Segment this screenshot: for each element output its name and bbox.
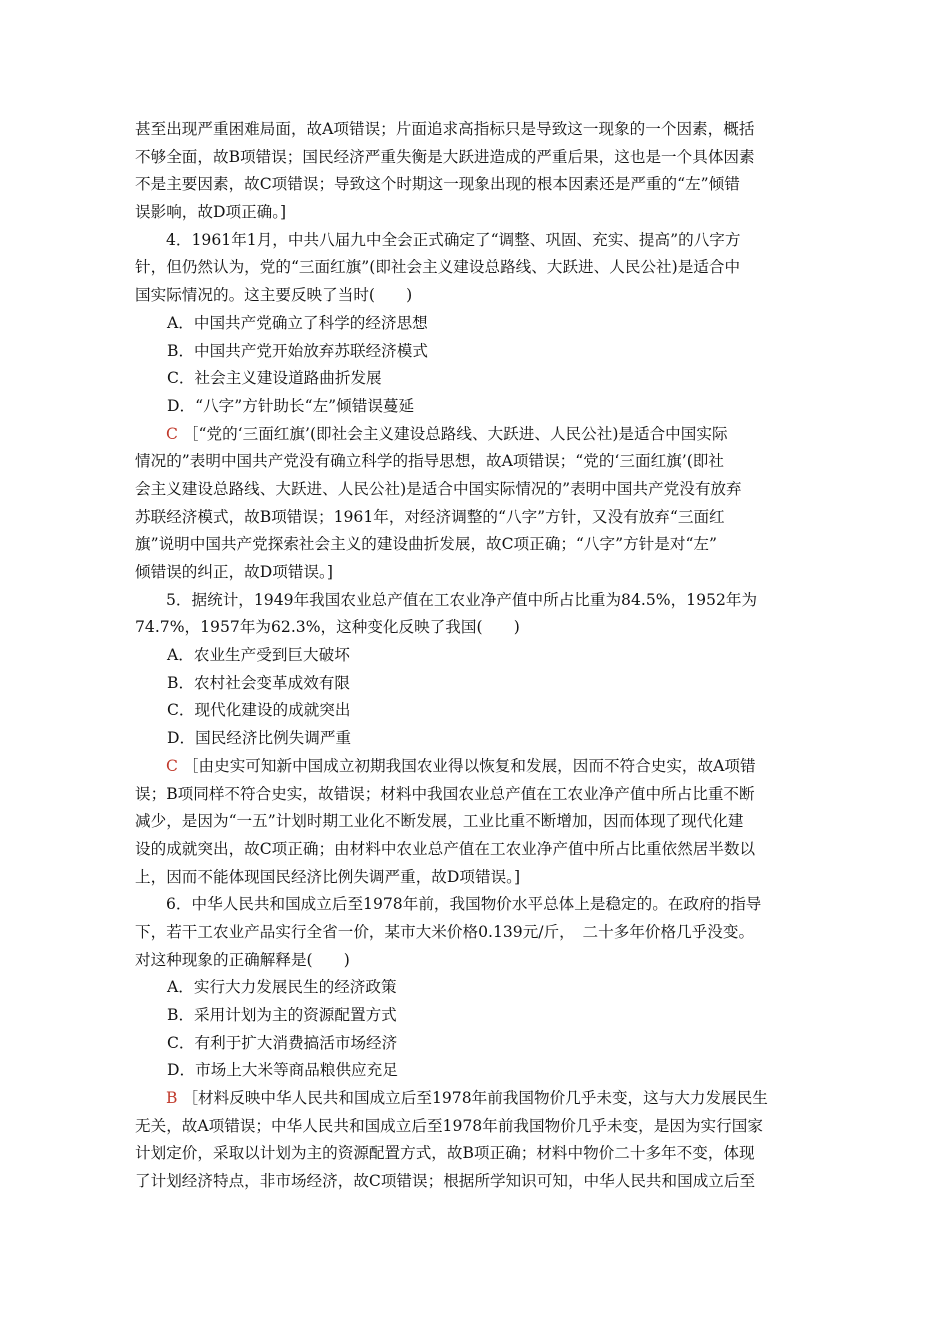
question-stem: 5．据统计，1949年我国农业总产值在工农业净产值中所占比重为84.5%，1952年为 xyxy=(166,590,758,609)
question-5 xyxy=(135,587,825,892)
option-a: A．实行大力发展民生的经济政策 xyxy=(167,978,397,997)
explanation-text: ［“党的‘三面红旗’(即社会主义建设总路线、大跃进、人民公社)是适合中国实际 xyxy=(182,424,728,443)
explanation-line: 苏联经济模式，故B项错误；1961年，对经济调整的“八字”方针，又没有放弃“三面红 xyxy=(135,507,725,526)
explanation-text: ［由史实可知新中国成立初期我国农业得以恢复和发展，因而不符合史实，故A项错 xyxy=(182,756,756,775)
question-stem: 下，若干工农业产品实行全省一价，某市大米价格0.139元/斤， 二十多年价格几乎没变。 xyxy=(135,922,755,941)
option-a: A．中国共产党确立了科学的经济思想 xyxy=(167,313,428,332)
explanation-line: 旗”说明中国共产党探索社会主义的建设曲折发展，故C项正确；“八字”方针是对“左” xyxy=(135,535,717,554)
explanation-line: 上，因而不能体现国民经济比例失调严重，故D项错误。] xyxy=(135,867,521,886)
explanation-line: 情况的”表明中国共产党没有确立科学的指导思想，故A项错误；“党的‘三面红旗’(即社 xyxy=(135,452,724,471)
option-b: B．采用计划为主的资源配置方式 xyxy=(167,1006,397,1024)
option-a: A．农业生产受到巨大破坏 xyxy=(167,646,350,665)
explanation-line: 误影响，故D项正确。] xyxy=(135,203,287,222)
question-stem: 4．1961年1月，中共八届九中全会正式确定了“调整、巩固、充实、提高”的八字方 xyxy=(166,230,741,249)
explanation-line: 了计划经济特点，非市场经济，故C项错误；根据所学知识可知，中华人民共和国成立后至 xyxy=(135,1172,756,1191)
document-body xyxy=(135,116,825,1196)
answer-explanation xyxy=(135,1085,825,1113)
explanation-line: 不够全面，故B项错误；国民经济严重失衡是大跃进造成的严重后果，这也是一个具体因素 xyxy=(135,147,755,166)
option-c: C．社会主义建设道路曲折发展 xyxy=(167,369,382,388)
explanation-line: 减少，是因为“一五”计划时期工业化不断发展，工业比重不断增加，因而体现了现代化建 xyxy=(135,812,744,831)
question-stem: 对这种现象的正确解释是( ) xyxy=(135,950,350,969)
answer-letter: C xyxy=(166,756,178,775)
question-stem: 74.7%，1957年为62.3%，这种变化反映了我国( ) xyxy=(135,618,520,637)
explanation-line: 甚至出现严重困难局面，故A项错误；片面追求高指标只是导致这一现象的一个因素，概括 xyxy=(135,120,755,138)
question-stem: 针，但仍然认为，党的“三面红旗”(即社会主义建设总路线、大跃进、人民公社)是适合中 xyxy=(135,258,741,277)
explanation-line: 倾错误的纠正，故D项错误。] xyxy=(135,563,333,581)
option-b: B．中国共产党开始放弃苏联经济模式 xyxy=(167,341,428,360)
answer-letter: B xyxy=(166,1089,178,1108)
question-6 xyxy=(135,891,825,1196)
answer-explanation xyxy=(135,753,825,781)
previous-explanation-continuation xyxy=(135,116,825,227)
question-4 xyxy=(135,227,825,587)
explanation-line: 不是主要因素，故C项错误；导致这个时期这一现象出现的根本因素还是严重的“左”倾错 xyxy=(135,175,740,194)
answer-letter: C xyxy=(166,424,178,443)
explanation-text: ［材料反映中华人民共和国成立后至1978年前我国物价几乎未变，这与大力发展民生 xyxy=(182,1089,768,1108)
question-stem: 6．中华人民共和国成立后至1978年前，我国物价水平总体上是稳定的。在政府的指导 xyxy=(166,895,762,914)
explanation-line: 设的成就突出，故C项正确；由材料中农业总产值在工农业净产值中所占比重依然居半数以 xyxy=(135,839,756,858)
option-c: C．现代化建设的成就突出 xyxy=(167,701,351,720)
answer-explanation xyxy=(135,421,825,449)
explanation-line: 计划定价，采取以计划为主的资源配置方式，故B项正确；材料中物价二十多年不变，体现 xyxy=(135,1144,755,1163)
option-b: B．农村社会变革成效有限 xyxy=(167,673,350,692)
option-d: D．“八字”方针助长“左”倾错误蔓延 xyxy=(167,396,415,415)
explanation-line: 会主义建设总路线、大跃进、人民公社)是适合中国实际情况的”表明中国共产党没有放弃 xyxy=(135,479,742,498)
question-stem: 国实际情况的。这主要反映了当时( ) xyxy=(135,286,413,305)
explanation-line: 无关，故A项错误；中华人民共和国成立后至1978年前我国物价几乎未变，是因为实行国家 xyxy=(135,1116,763,1135)
option-d: D．国民经济比例失调严重 xyxy=(167,729,352,748)
option-c: C．有利于扩大消费搞活市场经济 xyxy=(167,1033,398,1052)
option-d: D．市场上大米等商品粮供应充足 xyxy=(167,1061,398,1080)
explanation-line: 误；B项同样不符合史实，故错误；材料中我国农业总产值在工农业净产值中所占比重不断 xyxy=(135,784,755,803)
